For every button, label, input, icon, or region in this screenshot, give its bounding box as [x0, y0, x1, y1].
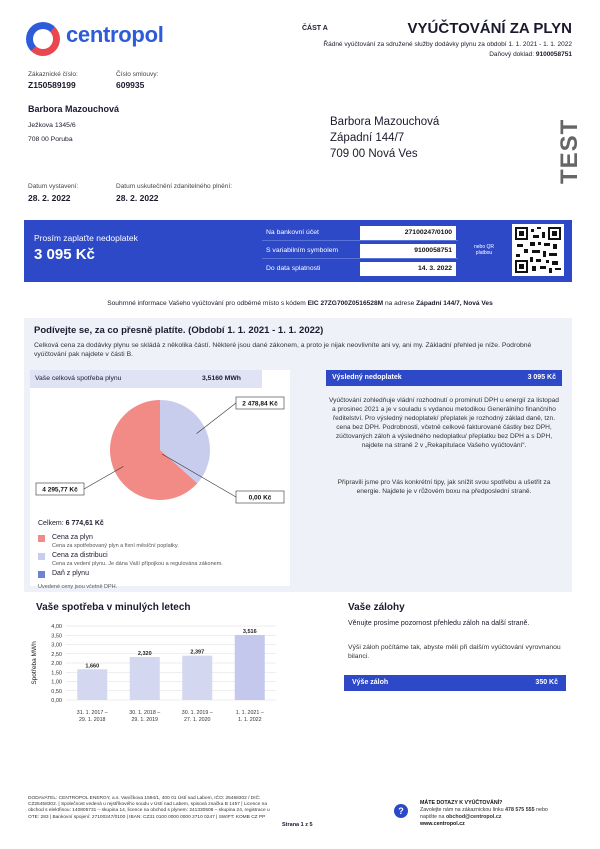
total	[38, 520, 104, 527]
payment-row-value: 14. 3. 2022	[360, 262, 456, 276]
supplier-info: DODAVATEL: CENTROPOL ENERGY, a.s. Vaníčkova 1594/1, 400 01 Ústí nad Labem, IČO: 25458302 / DIČ: CZ25458302. | Společnost vedená u rejstříkového soudu v Ústí nad Labem, spisová značka B 1457 | Licence na obchod s elektřinou: 140805731 – skupina 14, licence na obchod s plynem: 241330508 – skupina 24, registrace u OTE: 283 | Bankovní spojení: 27100247/0100 | IBAN: CZ31 0100 0000 0000 2710 0247 | SWIFT: KOMB CZ PP	[28, 796, 270, 820]
y-tick-label: 4,00	[51, 624, 62, 630]
questions-block	[420, 800, 580, 828]
phone-link[interactable]: 478 575 555	[505, 807, 535, 813]
bar-value-label: 2,397	[190, 649, 205, 656]
mailing-city: 709 00 Nová Ves	[330, 148, 418, 160]
deposit-row	[344, 675, 566, 691]
customer-number: Z150589199	[28, 80, 76, 90]
legend-swatch	[38, 571, 45, 578]
result-label: Výsledný nedoplatek	[332, 374, 402, 381]
brand-logo: centropol	[66, 22, 164, 47]
issued-label: Datum vystavení:	[28, 183, 79, 190]
questions-text: Zavolejte nám na zákaznickou linku	[420, 807, 504, 813]
price-pie-chart	[30, 390, 290, 510]
bar-value-label: 3,516	[242, 628, 257, 635]
email-link[interactable]: obchod@centropol.cz	[445, 814, 502, 820]
legend-item-tax	[38, 570, 286, 583]
bar	[77, 669, 107, 700]
payment-row-label: S variabilním symbolem	[266, 247, 339, 254]
x-tick-label: 29. 1. 2018	[78, 717, 106, 723]
y-axis-label: Spotřeba MWh	[31, 641, 38, 685]
x-tick-label: 27. 1. 2020	[183, 717, 211, 723]
pie-leader-line	[197, 403, 236, 434]
payment-row-value[interactable]: 9100058751	[360, 244, 456, 258]
y-tick-label: 1,50	[51, 670, 62, 677]
legend-swatch	[38, 553, 45, 560]
total-label: Celkem:	[38, 520, 64, 527]
payment-row-label: Na bankovní účet	[266, 229, 319, 236]
page-number: Strana 1 z 5	[282, 822, 313, 828]
questions-title: MÁTE DOTAZY K VYÚČTOVÁNÍ?	[420, 800, 503, 806]
legend-name: Cena za plyn	[52, 534, 93, 541]
consumption-row	[30, 370, 262, 388]
part-label: ČÁST A	[302, 25, 328, 32]
customer-number-label: Zákaznické číslo:	[28, 71, 78, 78]
result-text: Vyúčtování zohledňuje vládní rozhodnutí o prominutí DPH u energií za listopad a prosinec 2021 a je v souladu s vydanou metodikou Generálního finančního ředitelství. Pro výsledný nedoplatek/ přeplatek je rozhodný základ daně, tzn. cena bez DPH. Podrobnosti, včetně celkové fakturované částky bez DPH, zúčtovaných záloh a výsledného nedoplatku/ přeplatku bez DPH a s DPH, najdete na straně 2 v „Rekapitulace Vašeho vyúčtování“.	[329, 397, 559, 449]
legend-name: Cena za distribuci	[52, 552, 108, 559]
x-tick-label: 1. 1. 2022	[237, 717, 262, 723]
page-subtitle: Řádné vyúčtování za sdružené služby dodávky plynu za období 1. 1. 2021 - 1. 1. 2022	[323, 41, 572, 48]
summary-address: Západní 144/7, Nová Ves	[416, 300, 493, 307]
legend-swatch	[38, 535, 45, 542]
pie-value-label: 2 478,84 Kč	[242, 400, 278, 408]
questions-text: nebo	[536, 807, 548, 813]
legend	[38, 534, 286, 590]
qr-code[interactable]	[512, 224, 564, 276]
y-tick-label: 2,00	[51, 661, 62, 667]
y-tick-label: 2,50	[51, 651, 62, 658]
bar-value-label: 2,320	[137, 651, 152, 658]
result-row	[326, 370, 562, 386]
y-tick-label: 1,00	[51, 679, 62, 686]
summary-mid: na adrese	[384, 300, 415, 307]
payment-row-due-date	[262, 261, 458, 277]
contract-number: 609935	[116, 80, 145, 90]
x-tick-label: 30. 1. 2019 –	[181, 710, 213, 716]
price-intro: Celková cena za dodávky plynu se skládá z několika částí. Některé jsou dané zákonem, a proto je nijak neovlivníte ani vy, ani my. Základní přehled je níže. Podrobné vyúčtování pak najdete v části B.	[34, 342, 532, 358]
customer-city: 708 00 Poruba	[28, 136, 73, 143]
taxable-label: Datum uskutečnění zdanitelného plnění:	[116, 183, 232, 190]
pie-panel	[30, 370, 290, 590]
contract-number-label: Číslo smlouvy:	[116, 71, 159, 78]
consumption-label: Vaše celková spotřeba plynu	[35, 375, 122, 382]
question-icon: ?	[394, 804, 408, 818]
tax-doc-value: 9100058751	[535, 51, 572, 58]
x-tick-label: 1. 1. 2021 –	[235, 710, 264, 716]
customer-street: Ježkova 1345/6	[28, 122, 76, 129]
price-section	[24, 318, 572, 592]
x-tick-label: 30. 1. 2018 –	[129, 710, 161, 716]
questions-text: napište na	[420, 814, 445, 820]
payment-row-label: Do data splatnosti	[266, 265, 321, 272]
issued-date: 28. 2. 2022	[28, 193, 71, 203]
qr-label: nebo QR platbou	[473, 244, 494, 256]
logo-icon	[26, 22, 60, 56]
questions-phone-line	[420, 807, 580, 814]
legend-name: Daň z plynu	[52, 570, 89, 577]
deposit-value: 350 Kč	[535, 679, 558, 686]
mailing-street: Západní 144/7	[330, 132, 405, 144]
summary-eic: EIC 27ZG700Z0516528M	[307, 300, 384, 307]
history-bar-chart	[28, 618, 288, 748]
mailing-name: Barbora Mazouchová	[330, 116, 440, 128]
consumption-value: 3,5160 MWh	[202, 375, 241, 382]
tax-doc-label: Daňový doklad:	[489, 51, 535, 58]
legend-item-distribution	[38, 552, 286, 570]
pie-leader-line	[84, 466, 123, 489]
total-value: 6 774,61 Kč	[65, 520, 104, 527]
payment-row-value[interactable]: 27100247/0100	[360, 226, 456, 240]
pie-value-label: 4 295,77 Kč	[42, 486, 78, 494]
price-heading: Podívejte se, za co přesně platíte. (Období 1. 1. 2021 - 1. 1. 2022)	[34, 325, 324, 336]
payment-prompt: Prosím zaplaťte nedoplatek	[34, 233, 138, 243]
legend-item-gas	[38, 534, 286, 552]
bar-value-label: 1,660	[85, 663, 100, 670]
result-value: 3 095 Kč	[527, 374, 556, 381]
x-tick-label: 31. 1. 2017 –	[76, 710, 108, 716]
pie-value-label: 0,00 Kč	[248, 494, 272, 502]
test-stamp: TEST	[556, 118, 583, 184]
legend-desc: Cena za spotřebovaný plyn a fixní měsíční poplatky.	[52, 543, 179, 549]
deposits-text2: Výši záloh počítáme tak, abyste měli při dalším vyúčtování vyrovnanou bilanci.	[348, 644, 561, 660]
website-link[interactable]: www.centropol.cz	[420, 821, 465, 827]
bar	[235, 635, 265, 700]
summary-line	[0, 300, 600, 307]
taxable-date: 28. 2. 2022	[116, 193, 159, 203]
tips-text: Připravili jsme pro Vás konkrétní tipy, jak snížit svou spotřebu a ušetřit za energie. Najdete je v růžovém boxu na předposlední straně.	[337, 479, 551, 495]
tax-doc	[489, 51, 572, 58]
customer-name: Barbora Mazouchová	[28, 104, 120, 114]
bar	[130, 657, 160, 700]
payment-row-account	[262, 225, 458, 241]
x-tick-label: 29. 1. 2019	[131, 717, 159, 723]
history-heading: Vaše spotřeba v minulých letech	[36, 602, 191, 613]
questions-email-line	[420, 814, 580, 821]
y-tick-label: 0,50	[51, 688, 62, 695]
page-title: VYÚČTOVÁNÍ ZA PLYN	[407, 20, 572, 37]
payment-row-variable-symbol	[262, 243, 458, 259]
deposits-text1: Věnujte prosíme pozornost přehledu záloh na další straně.	[348, 620, 530, 627]
deposits-heading: Vaše zálohy	[348, 602, 405, 613]
legend-desc: Cena za vedení plynu. Je dána Vaší přípojkou a regulována zákonem.	[52, 561, 223, 567]
y-tick-label: 3,00	[51, 642, 62, 649]
deposit-label: Výše záloh	[352, 679, 389, 686]
summary-prefix: Souhrnné informace Vašeho vyúčtování pro odběrné místo s kódem	[107, 300, 306, 307]
price-note: Uvedené ceny jsou včetně DPH.	[38, 584, 118, 590]
y-tick-label: 3,50	[51, 633, 62, 640]
bar	[182, 656, 212, 700]
y-tick-label: 0,00	[51, 698, 62, 704]
payment-amount: 3 095 Kč	[34, 246, 95, 263]
